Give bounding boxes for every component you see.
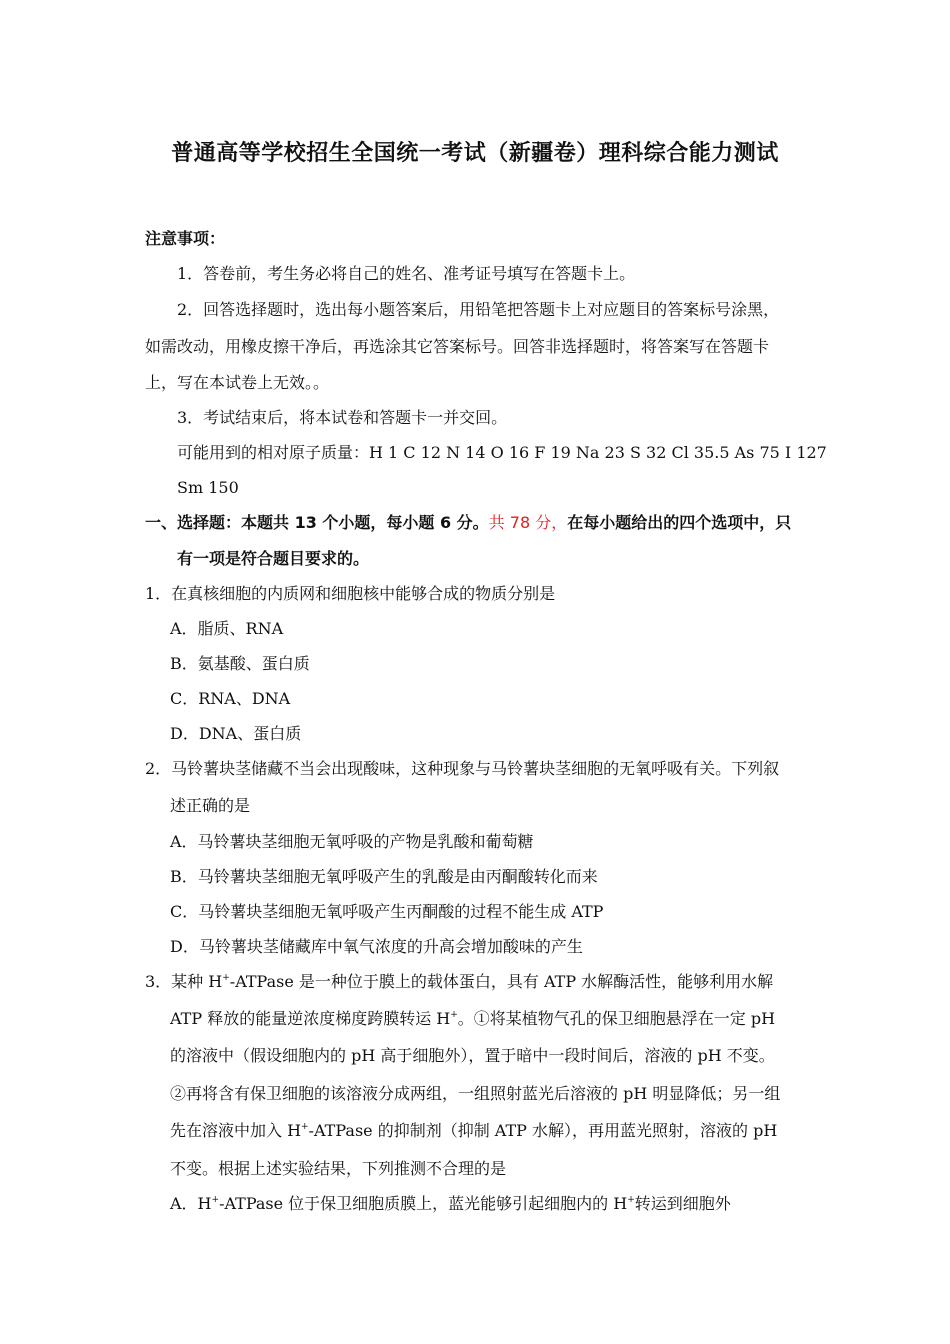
q3-l2-text-a: ATP 释放的能量逆浓度梯度跨膜转运 H [170, 1009, 451, 1028]
superscript-plus: + [211, 1195, 220, 1205]
q3-stem-line-6: 不变。根据上述实验结果，下列推测不合理的是 [170, 1159, 507, 1178]
q1-option-d: D．DNA、蛋白质 [170, 724, 302, 743]
superscript-plus: + [627, 1195, 635, 1205]
q3-stem-line-1 [145, 972, 773, 992]
q3-stem-line-5 [170, 1121, 777, 1141]
q3-l5-text-b: -ATPase 的抑制剂（抑制 ATP 水解），再用蓝光照射，溶液的 pH [308, 1121, 778, 1140]
q1-option-a: A．脂质、RNA [170, 619, 284, 638]
superscript-plus: + [301, 1122, 309, 1132]
q1-option-b: B．氨基酸、蛋白质 [170, 654, 310, 673]
q3-stem-line-3: 的溶液中（假设细胞内的 pH 高于细胞外），置于暗中一段时间后，溶液的 pH 不变。 [170, 1046, 775, 1065]
notice-heading: 注意事项： [145, 229, 226, 248]
q3-a-text-b: -ATPase 位于保卫细胞质膜上，蓝光能够引起细胞内的 H [219, 1194, 628, 1213]
notice-item-2-line-1: 2．回答选择题时，选出每小题答案后，用铅笔把答题卡上对应题目的答案标号涂黑， [177, 300, 780, 319]
q3-stem-line-4: ②再将含有保卫细胞的该溶液分成两组，一组照射蓝光后溶液的 pH 明显降低；另一组 [170, 1084, 781, 1103]
section-heading-total: 共 78 分， [488, 513, 568, 532]
q2-option-d: D．马铃薯块茎储藏库中氧气浓度的升高会增加酸味的产生 [170, 937, 583, 956]
q3-l1-text-a: 3．某种 H [145, 972, 223, 991]
notice-item-3: 3．考试结束后，将本试卷和答题卡一并交回。 [177, 408, 508, 427]
q2-option-c: C．马铃薯块茎细胞无氧呼吸产生丙酮酸的过程不能生成 ATP [170, 902, 604, 921]
superscript-plus: + [450, 1010, 458, 1020]
q3-option-a [170, 1194, 731, 1214]
q3-stem-line-2 [170, 1009, 775, 1029]
notice-item-2-line-2: 如需改动，用橡皮擦干净后，再选涂其它答案标号。回答非选择题时，将答案写在答题卡 [145, 337, 770, 356]
q2-stem-line-2: 述正确的是 [170, 796, 251, 815]
atomic-mass-line-2: Sm 150 [177, 478, 239, 497]
section-heading [145, 513, 791, 533]
section-heading-line-2: 有一项是符合题目要求的。 [177, 549, 370, 568]
q3-a-text-c: 转运到细胞外 [634, 1194, 731, 1213]
section-heading-part-a: 一、选择题：本题共 13 个小题，每小题 6 分。 [145, 513, 489, 532]
notice-item-1: 1．答卷前，考生务必将自己的姓名、准考证号填写在答题卡上。 [177, 264, 636, 283]
q3-a-text-a: A．H [170, 1194, 212, 1213]
q1-option-c: C．RNA、DNA [170, 689, 291, 708]
section-heading-part-b: 在每小题给出的四个选项中，只 [567, 513, 792, 532]
page-title: 普通高等学校招生全国统一考试（新疆卷）理科综合能力测试 [171, 141, 779, 166]
q2-option-a: A．马铃薯块茎细胞无氧呼吸的产物是乳酸和葡萄糖 [170, 832, 534, 851]
q2-stem-line-1: 2．马铃薯块茎储藏不当会出现酸味，这种现象与马铃薯块茎细胞的无氧呼吸有关。下列叙 [145, 759, 780, 778]
q1-stem: 1．在真核细胞的内质网和细胞核中能够合成的物质分别是 [145, 584, 556, 603]
q3-l2-text-b: 。①将某植物气孔的保卫细胞悬浮在一定 pH [457, 1009, 776, 1028]
q3-l5-text-a: 先在溶液中加入 H [170, 1121, 302, 1140]
atomic-mass-line-1: 可能用到的相对原子质量：H 1 C 12 N 14 O 16 F 19 Na 23 S 32 Cl 35.5 As 75 I 127 [177, 443, 827, 462]
q3-l1-text-b: -ATPase 是一种位于膜上的载体蛋白，具有 ATP 水解酶活性，能够利用水解 [229, 972, 774, 991]
superscript-plus: + [222, 973, 230, 983]
notice-item-2-line-3: 上，写在本试卷上无效。。 [145, 373, 330, 392]
q2-option-b: B．马铃薯块茎细胞无氧呼吸产生的乳酸是由丙酮酸转化而来 [170, 867, 598, 886]
